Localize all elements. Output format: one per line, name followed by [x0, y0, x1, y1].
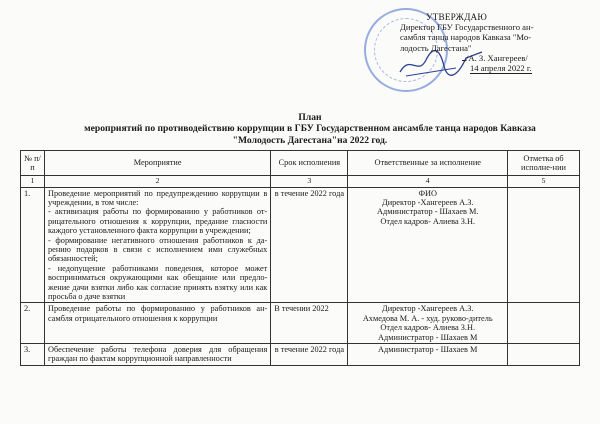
row-responsible: Администратор - Шахаев М: [348, 344, 508, 366]
column-number-row: [21, 176, 580, 188]
column-number: 4: [348, 176, 508, 188]
table-row: [21, 187, 580, 303]
row-deadline: в течение 2022 года: [271, 344, 348, 366]
row-deadline: В течении 2022: [271, 303, 348, 344]
event-text: Проведение мероприятий по предупреждению коррупции в учреждении, в том числе:: [47, 188, 268, 207]
row-mark: [508, 344, 580, 366]
approval-line: самбля танца народов Кавказа "Мо-: [400, 32, 531, 43]
approval-line: лодость Дагестана": [400, 42, 472, 53]
column-number: 1: [21, 176, 45, 188]
header-event: Мероприятие: [44, 151, 270, 176]
event-text: - активизация работы по формированию у работников от-рицательного отношения к коррупции, предание гласности каждого установленного факта коррупции в учреждении;: [47, 207, 268, 236]
title-line-1: План: [298, 112, 322, 123]
row-mark: [508, 187, 580, 303]
row-event: [44, 303, 270, 344]
plan-table: [20, 150, 580, 366]
header-responsible: Ответственные за исполнение: [348, 151, 508, 176]
signature-name: /А. З. Хангереев/: [466, 52, 528, 63]
row-event: [44, 344, 270, 366]
header-deadline: Срок исполнения: [271, 151, 348, 176]
column-number: 5: [508, 176, 580, 188]
approval-date: 14 апреля 2022 г.: [470, 63, 532, 74]
approval-signature-line: [400, 53, 596, 63]
title-line-2: мероприятий по противодействию коррупции в ГБУ Государственном ансамбле танца народов Кавказа: [84, 123, 536, 135]
approval-line: Директор ГБУ Государственного ан-: [400, 22, 534, 33]
row-event: [44, 187, 270, 303]
row-responsible: ФИО Директор -Хангереев А.З. Администратор - Шахаев М. Отдел кадров- Алиева З.Н.: [348, 187, 508, 303]
table-row: [21, 344, 580, 366]
row-number: 2.: [21, 303, 45, 344]
row-number: 1.: [21, 187, 45, 303]
row-mark: [508, 303, 580, 344]
row-number: 3.: [21, 344, 45, 366]
approval-block: [400, 12, 596, 74]
header-number: № п/п: [21, 151, 45, 176]
approval-heading: УТВЕРЖДАЮ: [426, 12, 488, 22]
column-number: 3: [271, 176, 348, 188]
event-text: Обеспечение работы телефона доверия для обращения граждан по фактам коррупционной направленности: [47, 345, 268, 364]
table-header-row: [21, 151, 580, 176]
header-mark: Отметка об исполне-нии: [508, 151, 580, 176]
column-number: 2: [44, 176, 270, 188]
table-row: [21, 303, 580, 344]
title-line-3: "Молодость Дагестана"на 2022 год.: [232, 134, 388, 146]
document-title: [40, 112, 580, 146]
event-text: - формирование негативного отношения работников к да-рению подарков в связи с исполнением ими служебных обязанностей;: [47, 235, 268, 264]
row-responsible: Директор -Хангереев А.З. Ахмедова М. А. - худ. руково-дитель Отдел кадров- Алиева З.Н. Администратор - Шахаев М: [348, 303, 508, 344]
event-text: Проведение работы по формированию у работников ан-самбля отрицательного отношения к коррупции: [47, 304, 268, 323]
event-text: - недопущение работниками поведения, которое может восприниматься окружающими как обещание или предло-жение дачи взятки либо как согласие принять взятку или как просьба о даче взятки: [47, 263, 268, 301]
row-deadline: в течение 2022 года: [271, 187, 348, 303]
